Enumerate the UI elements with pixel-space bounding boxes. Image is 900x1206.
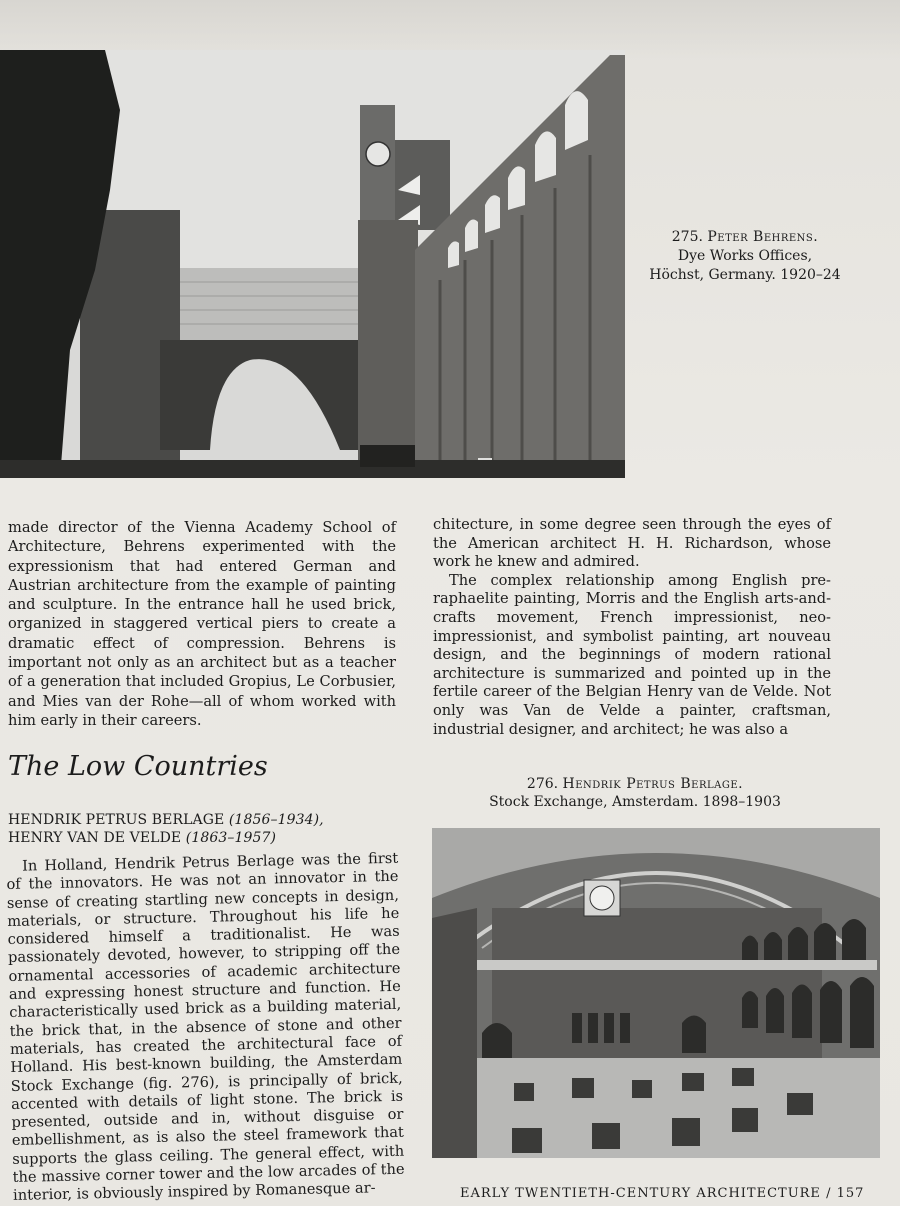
- figure-275-caption: [640, 228, 850, 285]
- running-title: EARLY TWENTIETH-CENTURY ARCHITECTURE: [460, 1186, 821, 1201]
- footer-separator: /: [826, 1186, 832, 1201]
- paragraph-behrens: made director of the Vienna Academy School of Architecture, Behrens experimented with the expressionism that had entered German and Austrian architecture from the example of painting and sculpture. In the entrance hall he used brick, organized in staggered vertical piers to create a dramatic effect of compression. Behrens is important not only as an architect but as a teacher of a generation that included Gropius, Le Corbusier, and Mies van der Rohe—all of whom worked with him early in their careers.: [8, 519, 396, 729]
- figure-276-architect: Hendrik Petrus Berlage.: [562, 776, 744, 792]
- paragraph-richardson: chitecture, in some degree seen through the eyes of the American architect H. H. Richardson, whose work he knew and admired.: [433, 516, 831, 571]
- caption-276-line1: [470, 775, 800, 793]
- subhead-line-van-de-velde: [8, 829, 398, 847]
- paragraph-berlage: In Holland, Hendrik Petrus Berlage was the first of the innovators. He was not an innovator in the sense of creating startling new concepts in design, materials, or structure. Throughout his life he considered himself a traditionalist. He was passionately devoted, however, to stripping off the ornamental accessories of academic architecture and expressing honest structure and function. He characteristically used brick as a building material, the brick that, in the absence of stone and other materials, has created the architectural face of Holland. His best-known building, the Amsterdam Stock Exchange (fig. 276), is principally of brick, accented with details of light stone. The brick is presented, outside and in, without disguise or embellishment, as is also the steel framework that supports the glass ceiling. The general effect, with the massive corner tower and the low arcades of the interior, is obviously inspired by Romanesque ar-: [6, 849, 405, 1205]
- paragraph-van-de-velde: The complex relationship among English pre-raphaelite painting, Morris and the English arts-and-crafts movement, French impressionist, neo-impressionist, and symbolist painting, art nouveau design, and the beginnings of modern rational architecture is summarized and pointed up in the fertile career of the Belgian Henry van de Velde. Not only was Van de Velde a painter, craftsman, industrial designer, and architect; he was also a: [433, 571, 831, 738]
- figure-275-number: 275.: [671, 229, 703, 245]
- stock-exchange-photo-illustration: [432, 828, 880, 1158]
- section-subhead: [8, 811, 398, 847]
- subhead-dates-berlage: (1856–1934),: [228, 812, 324, 828]
- left-column-bottom-text: [6, 850, 405, 1206]
- subhead-line-berlage: [8, 811, 398, 829]
- caption-275-line1: [640, 228, 850, 247]
- subhead-dates-van-de-velde: (1863–1957): [185, 830, 277, 846]
- left-column-top-text: [8, 518, 396, 730]
- figure-276-caption: [470, 775, 800, 811]
- figure-276-photo: [432, 828, 880, 1158]
- figure-275-title: Dye Works Offices,: [677, 248, 813, 264]
- page-number: 157: [836, 1186, 865, 1201]
- figure-276-title: Stock Exchange, Amsterdam. 1898–1903: [489, 794, 781, 810]
- subhead-name-berlage: HENDRIK PETRUS BERLAGE: [8, 812, 225, 828]
- figure-275-architect: Peter Behrens.: [707, 229, 819, 245]
- running-footer: [460, 1186, 865, 1201]
- figure-275-photo: [0, 50, 625, 478]
- right-column-text: [433, 516, 831, 739]
- section-title: The Low Countries: [8, 751, 268, 782]
- figure-276-number: 276.: [526, 776, 559, 792]
- dye-works-photo-illustration: [0, 50, 625, 478]
- subhead-name-van-de-velde: HENRY VAN DE VELDE: [8, 830, 182, 846]
- figure-275-place-date: Höchst, Germany. 1920–24: [649, 267, 841, 283]
